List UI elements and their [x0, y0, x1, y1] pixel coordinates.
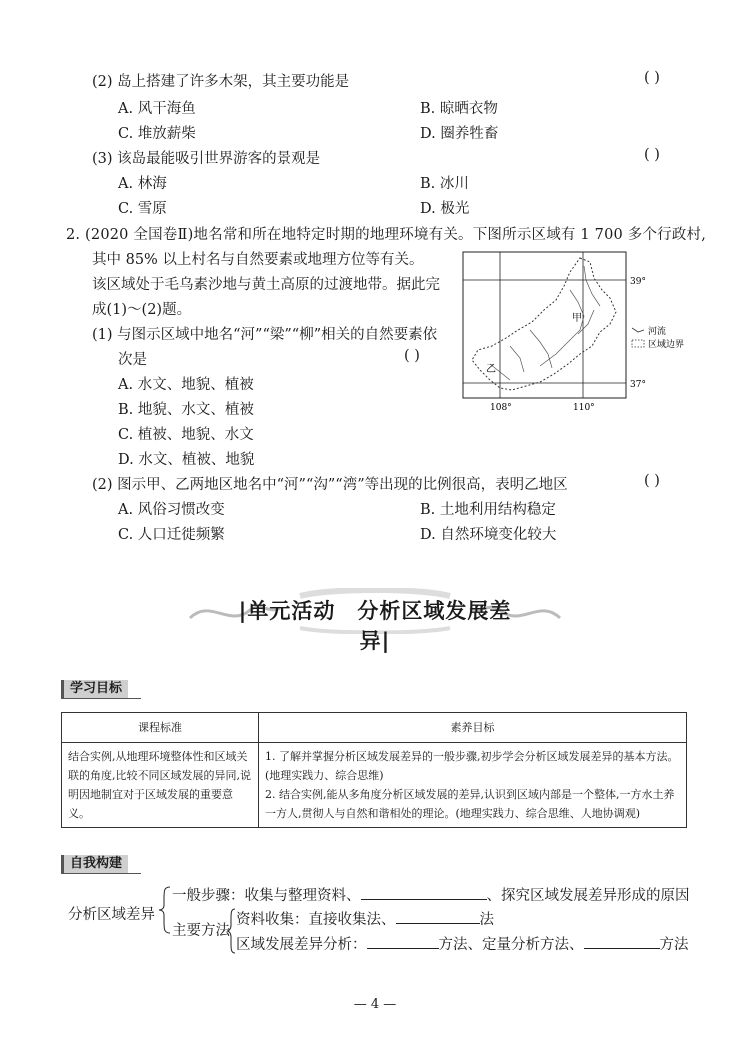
- q2-intro-line3: 该区域处于毛乌素沙地与黄土高原的过渡地带。据此完: [92, 277, 440, 293]
- table-row: [62, 743, 687, 828]
- q2-sub1-option-a[interactable]: A. 水文、地貌、植被: [118, 377, 254, 393]
- legend-boundary-icon: [632, 340, 644, 347]
- q1-sub3-answer-paren[interactable]: ( ): [644, 147, 660, 163]
- q2-sub2-option-b[interactable]: B. 土地利用结构稳定: [420, 502, 556, 518]
- longitude-label-right: 110°: [573, 403, 595, 413]
- q1-sub2-answer-paren[interactable]: ( ): [644, 70, 660, 86]
- mindmap-difference-analysis: [236, 933, 689, 954]
- mindmap-root: 分析区域差异: [68, 907, 155, 923]
- q1-sub3-option-b[interactable]: B. 冰川: [420, 176, 469, 192]
- table-header-row: [62, 713, 687, 743]
- q1-sub3-option-a[interactable]: A. 林海: [118, 176, 167, 192]
- col-header-standard: 课程标准: [62, 713, 259, 743]
- q1-sub2-option-c[interactable]: C. 堆放薪柴: [118, 126, 196, 142]
- mindmap-general-steps: [172, 884, 690, 905]
- steps-label: 一般步骤：收集与整理资料、: [172, 888, 361, 904]
- brace-root-icon: [158, 885, 172, 935]
- mindmap-main-methods: 主要方法: [172, 923, 230, 939]
- legend-river-icon: [632, 328, 644, 332]
- learning-goals-label-underline: [61, 698, 141, 699]
- latitude-label-top: 39°: [630, 277, 646, 287]
- q2-sub2-option-d[interactable]: D. 自然环境变化较大: [420, 527, 557, 543]
- q1-sub2-option-a[interactable]: A. 风干海鱼: [118, 101, 196, 117]
- river-2: [540, 290, 584, 366]
- mindmap-data-collection: [236, 908, 494, 929]
- legend-boundary-label: 区域边界: [648, 340, 685, 350]
- river-4: [510, 346, 524, 372]
- brace-methods-icon: [226, 907, 236, 955]
- collect-blank[interactable]: [396, 909, 480, 924]
- longitude-label-left: 108°: [490, 403, 512, 413]
- unit-activity-title: |单元活动 分析区域发展差异|: [238, 599, 512, 653]
- latitude-label-bottom: 37°: [630, 380, 646, 390]
- col-header-literacy: 素养目标: [259, 713, 687, 743]
- q2-sub2-option-c[interactable]: C. 人口迁徙频繁: [118, 527, 225, 543]
- place-label-yi: 乙: [486, 364, 496, 375]
- q1-sub3-option-c[interactable]: C. 雪原: [118, 201, 167, 217]
- analysis-mid: 方法、定量分析方法、: [438, 937, 584, 953]
- collect-tail: 法: [479, 912, 494, 928]
- collect-label: 资料收集：直接收集法、: [236, 912, 396, 928]
- q1-sub2-option-d[interactable]: D. 圈养牲畜: [420, 126, 499, 142]
- q2-sub1-answer-paren[interactable]: ( ): [404, 348, 420, 364]
- page-number: — 4 —: [353, 997, 397, 1012]
- analysis-label: 区域发展差异分析：: [236, 937, 367, 953]
- analysis-tail: 方法: [659, 937, 689, 953]
- steps-tail: 、探究区域发展差异形成的原因: [486, 888, 690, 904]
- q2-intro-line1: 2. (2020 全国卷Ⅱ)地名常和所在地特定时期的地理环境有关。下图所示区域有 1 700 多个行政村,: [66, 227, 707, 243]
- analysis-blank-1[interactable]: [367, 934, 439, 949]
- q2-sub2-stem: (2) 图示甲、乙两地区地名中“河”“沟”“湾”等出现的比例很高，表明乙地区: [92, 477, 568, 493]
- q1-sub2-option-b[interactable]: B. 晾晒衣物: [420, 101, 498, 117]
- self-construct-label-underline: [61, 873, 141, 874]
- steps-blank[interactable]: [361, 885, 487, 900]
- q2-sub2-answer-paren[interactable]: ( ): [644, 473, 660, 489]
- q2-sub1-option-c[interactable]: C. 植被、地貌、水文: [118, 427, 254, 443]
- map-frame: [463, 252, 626, 398]
- q2-sub2-option-a[interactable]: A. 风俗习惯改变: [118, 502, 225, 518]
- q2-sub1-stem-line2: 次是: [118, 352, 147, 368]
- q2-sub1-option-b[interactable]: B. 地貌、水文、植被: [118, 402, 254, 418]
- analysis-blank-2[interactable]: [584, 934, 660, 949]
- q1-sub3-stem: (3) 该岛最能吸引世界游客的景观是: [92, 151, 321, 167]
- literacy-item-1: 1. 了解并掌握分析区域发展差异的一般步骤,初步学会分析区域发展差异的基本方法。(地理实践力、综合思维): [265, 750, 679, 782]
- q1-sub2-stem: (2) 岛上搭建了许多木架，其主要功能是: [92, 74, 350, 90]
- literacy-item-2: 2. 结合实例,能从多角度分析区域发展的差异,认识到区域内部是一个整体,一方水土养一方人,贯彻人与自然和谐相处的理论。(地理实践力、综合思维、人地协调观): [265, 788, 675, 820]
- place-label-jia: 甲: [572, 313, 582, 324]
- learning-goals-table: [61, 712, 687, 828]
- river-3: [530, 330, 552, 368]
- q2-intro-line2: 其中 85% 以上村名与自然要素或地理方位等有关。: [92, 252, 424, 268]
- standard-cell: 结合实例,从地理环境整体性和区域关联的角度,比较不同区域发展的异同,说明因地制宜对于区域发展的重要意义。: [62, 743, 259, 828]
- q2-sub1-option-d[interactable]: D. 水文、植被、地貌: [118, 452, 255, 468]
- literacy-cell: [259, 743, 687, 828]
- legend-river-label: 河流: [648, 327, 667, 337]
- region-map: [460, 250, 710, 420]
- q1-sub3-option-d[interactable]: D. 极光: [420, 201, 470, 217]
- self-construct-label: 自我构建: [61, 855, 128, 873]
- learning-goals-label: 学习目标: [61, 680, 128, 698]
- q2-intro-line4: 成(1)～(2)题。: [92, 302, 192, 318]
- q2-sub1-stem-line1: (1) 与图示区域中地名“河”“梁”“柳”相关的自然要素依: [92, 327, 438, 343]
